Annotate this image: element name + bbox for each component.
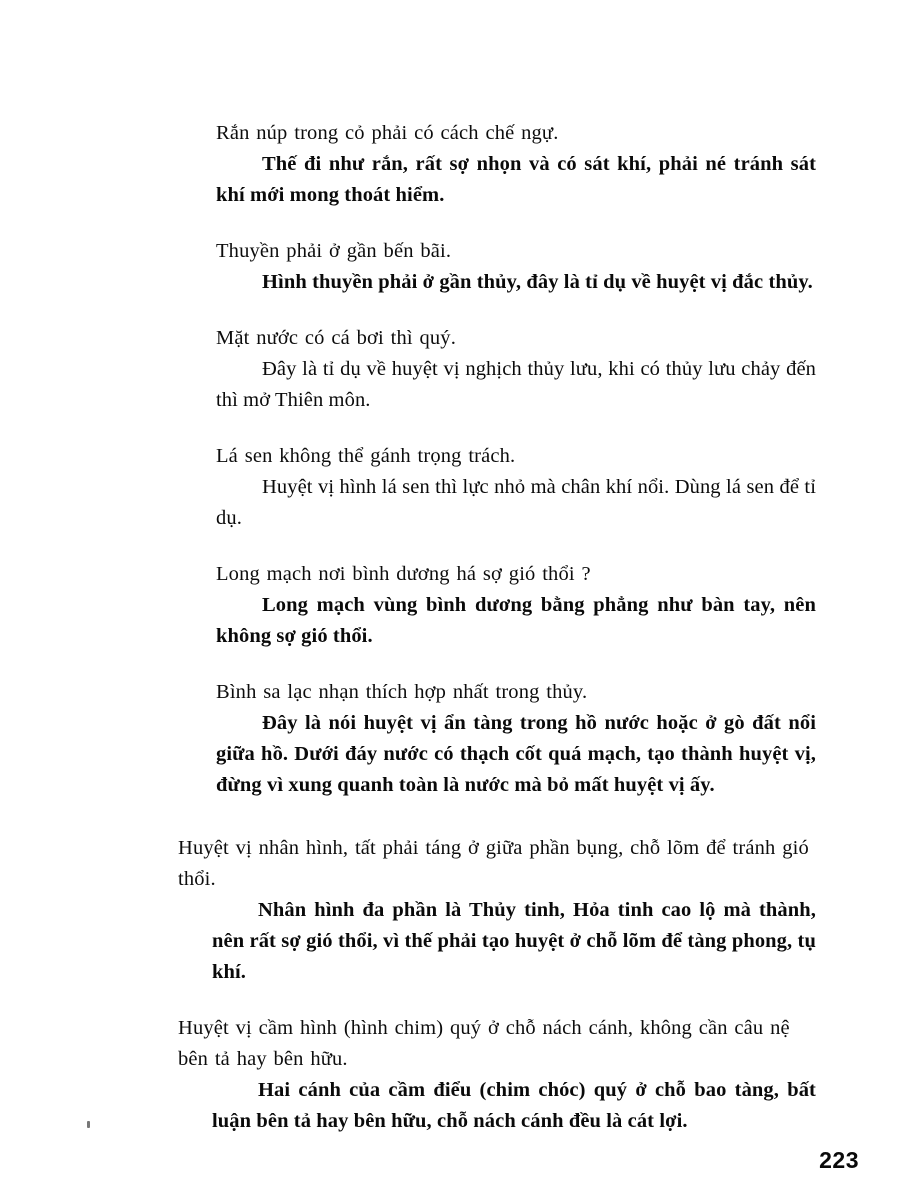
block-paragraph: Hình thuyền phải ở gần thủy, đây là tỉ dụ về huyệt vị đắc thủy. — [262, 271, 813, 293]
block-paragraph: Hai cánh của cầm điểu (chim chóc) quý ở chỗ bao tàng, bất luận bên tả hay bên hữu, chỗ nách cánh đều là cát lợi. — [212, 1079, 816, 1132]
text-block — [216, 118, 816, 211]
block-group-spacer — [178, 811, 816, 833]
text-block — [216, 323, 816, 416]
block-spacer — [216, 544, 816, 559]
block-paragraph: Đây là tỉ dụ về huyệt vị nghịch thủy lưu, khi có thủy lưu chảy đến thì mở Thiên môn. — [216, 358, 816, 411]
text-block — [216, 677, 816, 801]
block-paragraph: Long mạch vùng bình dương bằng phẳng như bàn tay, nên không sợ gió thổi. — [216, 594, 816, 647]
page-number: 223 — [819, 1147, 859, 1173]
block-spacer — [216, 662, 816, 677]
block-lead-line: Thuyền phải ở gần bến bãi. — [216, 240, 452, 262]
text-block — [178, 1013, 816, 1137]
block-spacer — [216, 426, 816, 441]
block-paragraph: Nhân hình đa phần là Thủy tinh, Hỏa tinh cao lộ mà thành, nên rất sợ gió thổi, vì thế phải tạo huyệt ở chỗ lõm để tàng phong, tụ khí. — [212, 899, 816, 983]
text-block — [178, 833, 816, 988]
block-paragraph: Đây là nói huyệt vị ẩn tàng trong hồ nước hoặc ở gò đất nổi giữa hồ. Dưới đáy nước có thạch cốt quá mạch, tạo thành huyệt vị, đừng vì xung quanh toàn là nước mà bỏ mất huyệt vị ấy. — [216, 712, 816, 796]
block-spacer — [178, 998, 816, 1013]
block-lead-line: Huyệt vị nhân hình, tất phải táng ở giữa phần bụng, chỗ lõm để tránh gió thổi. — [178, 837, 809, 890]
scan-artifact-speck — [87, 1121, 90, 1128]
text-block — [216, 441, 816, 534]
block-spacer — [216, 221, 816, 236]
block-lead-line: Bình sa lạc nhạn thích hợp nhất trong thủy. — [216, 681, 588, 703]
block-lead-line: Huyệt vị cầm hình (hình chim) quý ở chỗ nách cánh, không cần câu nệ bên tả hay bên hữu. — [178, 1017, 790, 1070]
block-paragraph: Huyệt vị hình lá sen thì lực nhỏ mà chân khí nổi. Dùng lá sen để tỉ dụ. — [216, 476, 816, 529]
block-paragraph: Thế đi như rắn, rất sợ nhọn và có sát khí, phải né tránh sát khí mới mong thoát hiểm. — [216, 153, 816, 206]
block-lead-line: Mặt nước có cá bơi thì quý. — [216, 327, 456, 349]
block-lead-line: Lá sen không thể gánh trọng trách. — [216, 445, 516, 467]
block-group-secondary — [178, 833, 816, 1137]
block-lead-line: Rắn núp trong cỏ phải có cách chế ngự. — [216, 122, 559, 144]
block-spacer — [216, 308, 816, 323]
block-group-primary — [178, 118, 816, 801]
text-block — [216, 236, 816, 298]
page-text-column — [178, 118, 816, 1147]
block-lead-line: Long mạch nơi bình dương há sợ gió thổi ? — [216, 563, 591, 585]
text-block — [216, 559, 816, 652]
